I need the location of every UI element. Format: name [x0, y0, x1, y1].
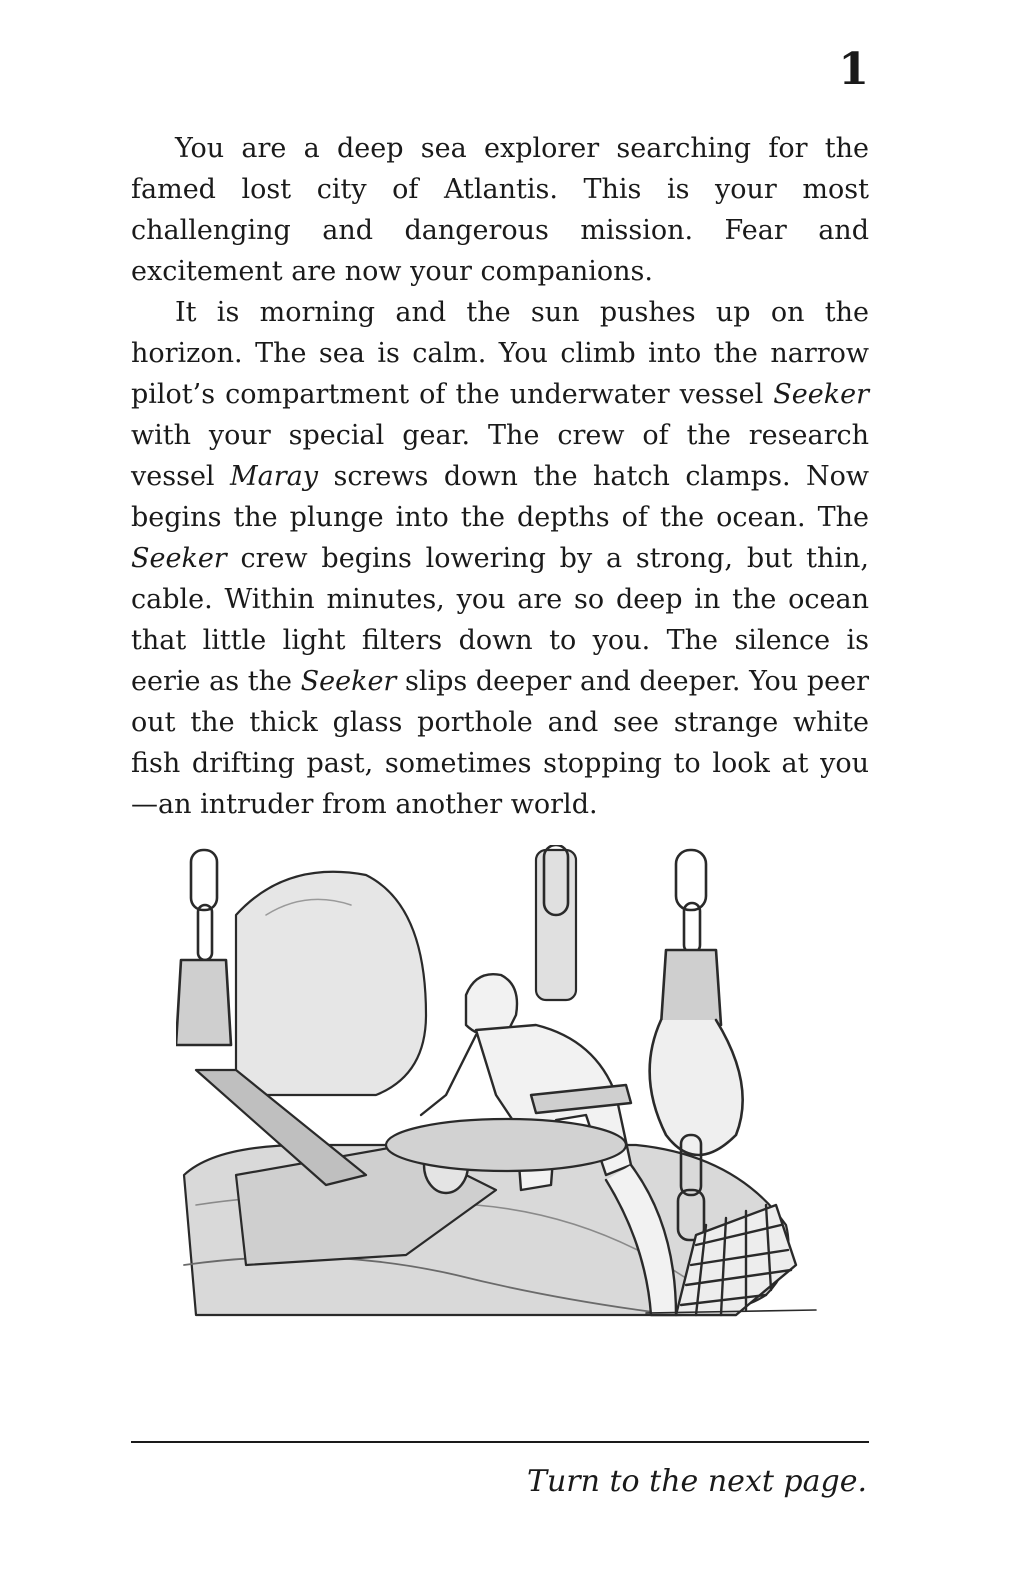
ship-name: Maray — [230, 461, 319, 492]
footer-divider — [131, 1441, 869, 1443]
paragraph-intro: You are a deep sea explorer searching for the famed lost city of Atlantis. This is your most challenging and dangerous mission. Fear and excitement are now your companions. — [131, 133, 869, 287]
nose-pod — [236, 872, 426, 1095]
vessel-name: Seeker — [300, 666, 397, 697]
mast — [536, 850, 576, 1000]
paragraph-descent: It is morning and the sun pushes up on the horizon. The sea is calm. You climb into the narrow pilot’s compartment of the underwater vessel Seeker with your special gear. The crew of the research vessel Maray screws down the hatch clamps. Now begins the plunge into the depths of the ocean. The Seeker crew begins lowering by a strong, but thin, cable. Within minutes, you are so deep in the ocean that little light filters down to you. The silence is eerie as the Seeker slips deeper and deeper. You peer out the thick glass porthole and see strange white fish drifting past, sometimes stopping to look at you—an intruder from another world. — [131, 297, 869, 820]
left-chain — [176, 850, 231, 1045]
hatch — [386, 1119, 626, 1171]
submersible-illustration — [176, 845, 826, 1405]
page-number: 1 — [838, 44, 869, 95]
turn-page-note: Turn to the next page. — [526, 1464, 867, 1499]
vessel-name: Seeker — [131, 543, 227, 574]
story-text — [131, 128, 869, 825]
vessel-name: Seeker — [773, 379, 869, 410]
